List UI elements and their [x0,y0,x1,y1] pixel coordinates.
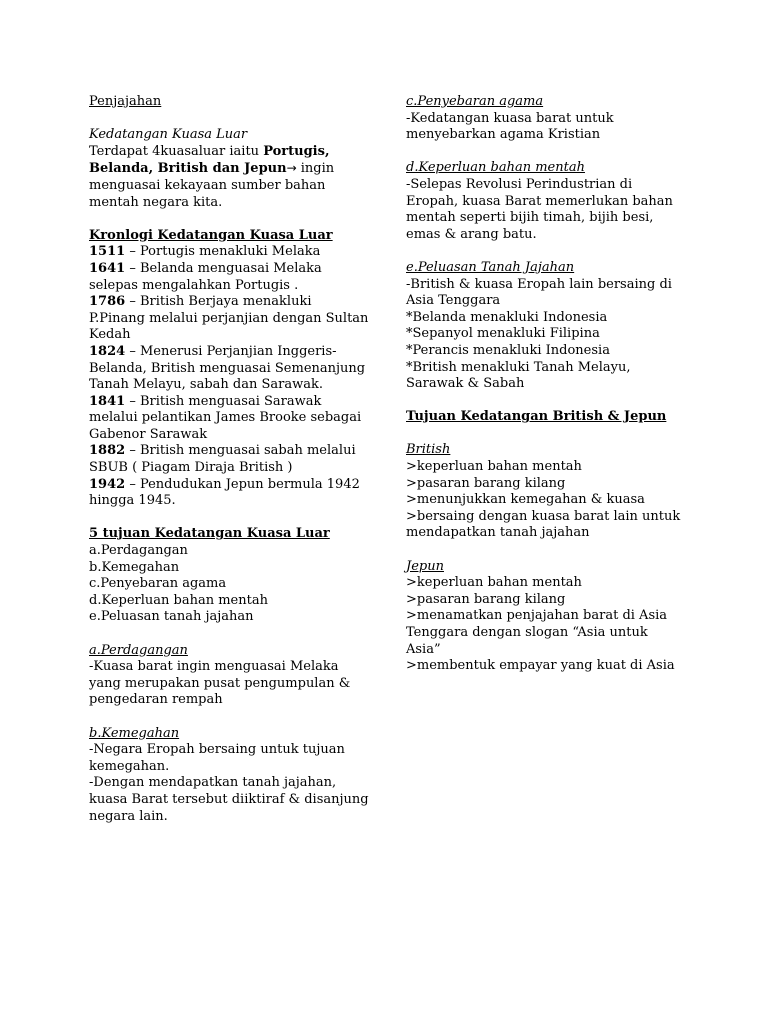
perdagangan-text: -Kuasa barat ingin menguasai Melaka yang merupakan pusat pengumpulan & pengedaran rempah [89,659,351,708]
peluasan-item: *Sepanyol menakluki Filipina [406,326,600,342]
kronologi-text: – British menguasai Sarawak melalui pelantikan James Brooke sebagai Gabenor Sarawak [89,393,362,442]
jepun-list [406,575,681,675]
agama-text: -Kedatangan kuasa barat untuk menyebarkan agama Kristian [406,110,614,143]
intro-bold: Portugis, Belanda, British dan Jepun [89,143,330,177]
jepun-item: >keperluan bahan mentah [406,575,582,591]
page-title: Penjajahan [89,94,162,109]
british-list [406,459,681,542]
tujuan-list [89,543,369,626]
right-column [406,94,681,675]
kronologi-item [89,294,369,344]
kronologi-year: 1882 [89,443,126,459]
jepun-item: >membentuk empayar yang kuat di Asia [406,658,675,674]
intro-post: ingin menguasai kekayaan sumber bahan mentah negara kita. [89,161,335,210]
jepun-heading: Jepun [406,558,444,574]
kronologi-text: – Belanda menguasai Melaka selepas mengalahkan Portugis . [89,260,322,293]
british-item: >keperluan bahan mentah [406,459,582,475]
peluasan-heading: e.Peluasan Tanah Jajahan [406,259,575,275]
british-item: >menunjukkan kemegahan & kuasa [406,492,645,508]
jepun-item: >pasaran barang kilang [406,591,566,607]
intro-paragraph [89,144,369,211]
peluasan-item: *British menakluki Tanah Melayu, Sarawak & Sabah [406,359,631,392]
british-heading: British [406,442,451,458]
tujuan-item: b.Kemegahan [89,559,180,575]
kronologi-heading: Kronlogi Kedatangan Kuasa Luar [89,227,333,243]
kronologi-text: – British menguasai sabah melalui SBUB ( Piagam Diraja British ) [89,443,356,476]
kronologi-list [89,244,369,510]
kemegahan-heading: b.Kemegahan [89,725,180,741]
peluasan-item: *Perancis menakluki Indonesia [406,342,610,358]
kronologi-year: 1824 [89,343,126,359]
kronologi-item [89,443,369,476]
jepun-item: >menamatkan penjajahan barat di Asia Tenggara dengan slogan “Asia untuk Asia” [406,608,668,657]
tujuan-item: c.Penyebaran agama [89,576,227,592]
left-column [89,94,369,825]
agama-heading: c.Penyebaran agama [406,94,544,109]
kronologi-item [89,394,369,444]
kronologi-item [89,477,369,510]
kronologi-item [89,244,369,261]
kronologi-text: – Pendudukan Jepun bermula 1942 hingga 1945. [89,476,360,509]
kronologi-text: – Portugis menakluki Melaka [125,244,321,260]
peluasan-item: *Belanda menakluki Indonesia [406,309,608,325]
kronologi-year: 1786 [89,294,126,310]
british-item: >pasaran barang kilang [406,475,566,491]
kronologi-year: 1511 [89,244,126,260]
kronologi-text: – British Berjaya menakluki P.Pinang melalui perjanjian dengan Sultan Kedah [89,294,369,343]
tujuan-item: d.Keperluan bahan mentah [89,592,268,608]
british-item: >bersaing dengan kuasa barat lain untuk mendapatkan tanah jajahan [406,508,681,541]
section-subtitle: Kedatangan Kuasa Luar [89,127,248,143]
kronologi-item [89,261,369,294]
bahan-text: -Selepas Revolusi Perindustrian di Eropah, kuasa Barat memerlukan bahan mentah seperti bijih timah, bijih besi, emas & arang batu. [406,176,673,242]
perdagangan-heading: a.Perdagangan [89,642,188,658]
arrow-right-icon: → [286,161,297,176]
peluasan-text: -British & kuasa Eropah lain bersaing di Asia Tenggara [406,276,672,309]
tujuan-item: e.Peluasan tanah jajahan [89,609,254,625]
kronologi-year: 1942 [89,476,126,492]
kronologi-year: 1641 [89,260,126,276]
tujuan-item: a.Perdagangan [89,543,188,559]
tujuan-british-jepun-heading: Tujuan Kedatangan British & Jepun [406,409,667,425]
kemegahan-text-2: -Dengan mendapatkan tanah jajahan, kuasa Barat tersebut diiktiraf & disanjung negara lain. [89,775,369,824]
intro-pre: Terdapat 4kuasaluar iaitu [89,143,264,159]
kronologi-year: 1841 [89,393,126,409]
kemegahan-text-1: -Negara Eropah bersaing untuk tujuan kemegahan. [89,742,345,774]
bahan-heading: d.Keperluan bahan mentah [406,160,585,176]
kronologi-text: – Menerusi Perjanjian Inggeris-Belanda, British menguasai Semenanjung Tanah Melayu, sabah dan Sarawak. [89,343,366,393]
peluasan-list [406,310,681,393]
tujuan-heading: 5 tujuan Kedatangan Kuasa Luar [89,526,330,542]
kronologi-item [89,344,369,394]
